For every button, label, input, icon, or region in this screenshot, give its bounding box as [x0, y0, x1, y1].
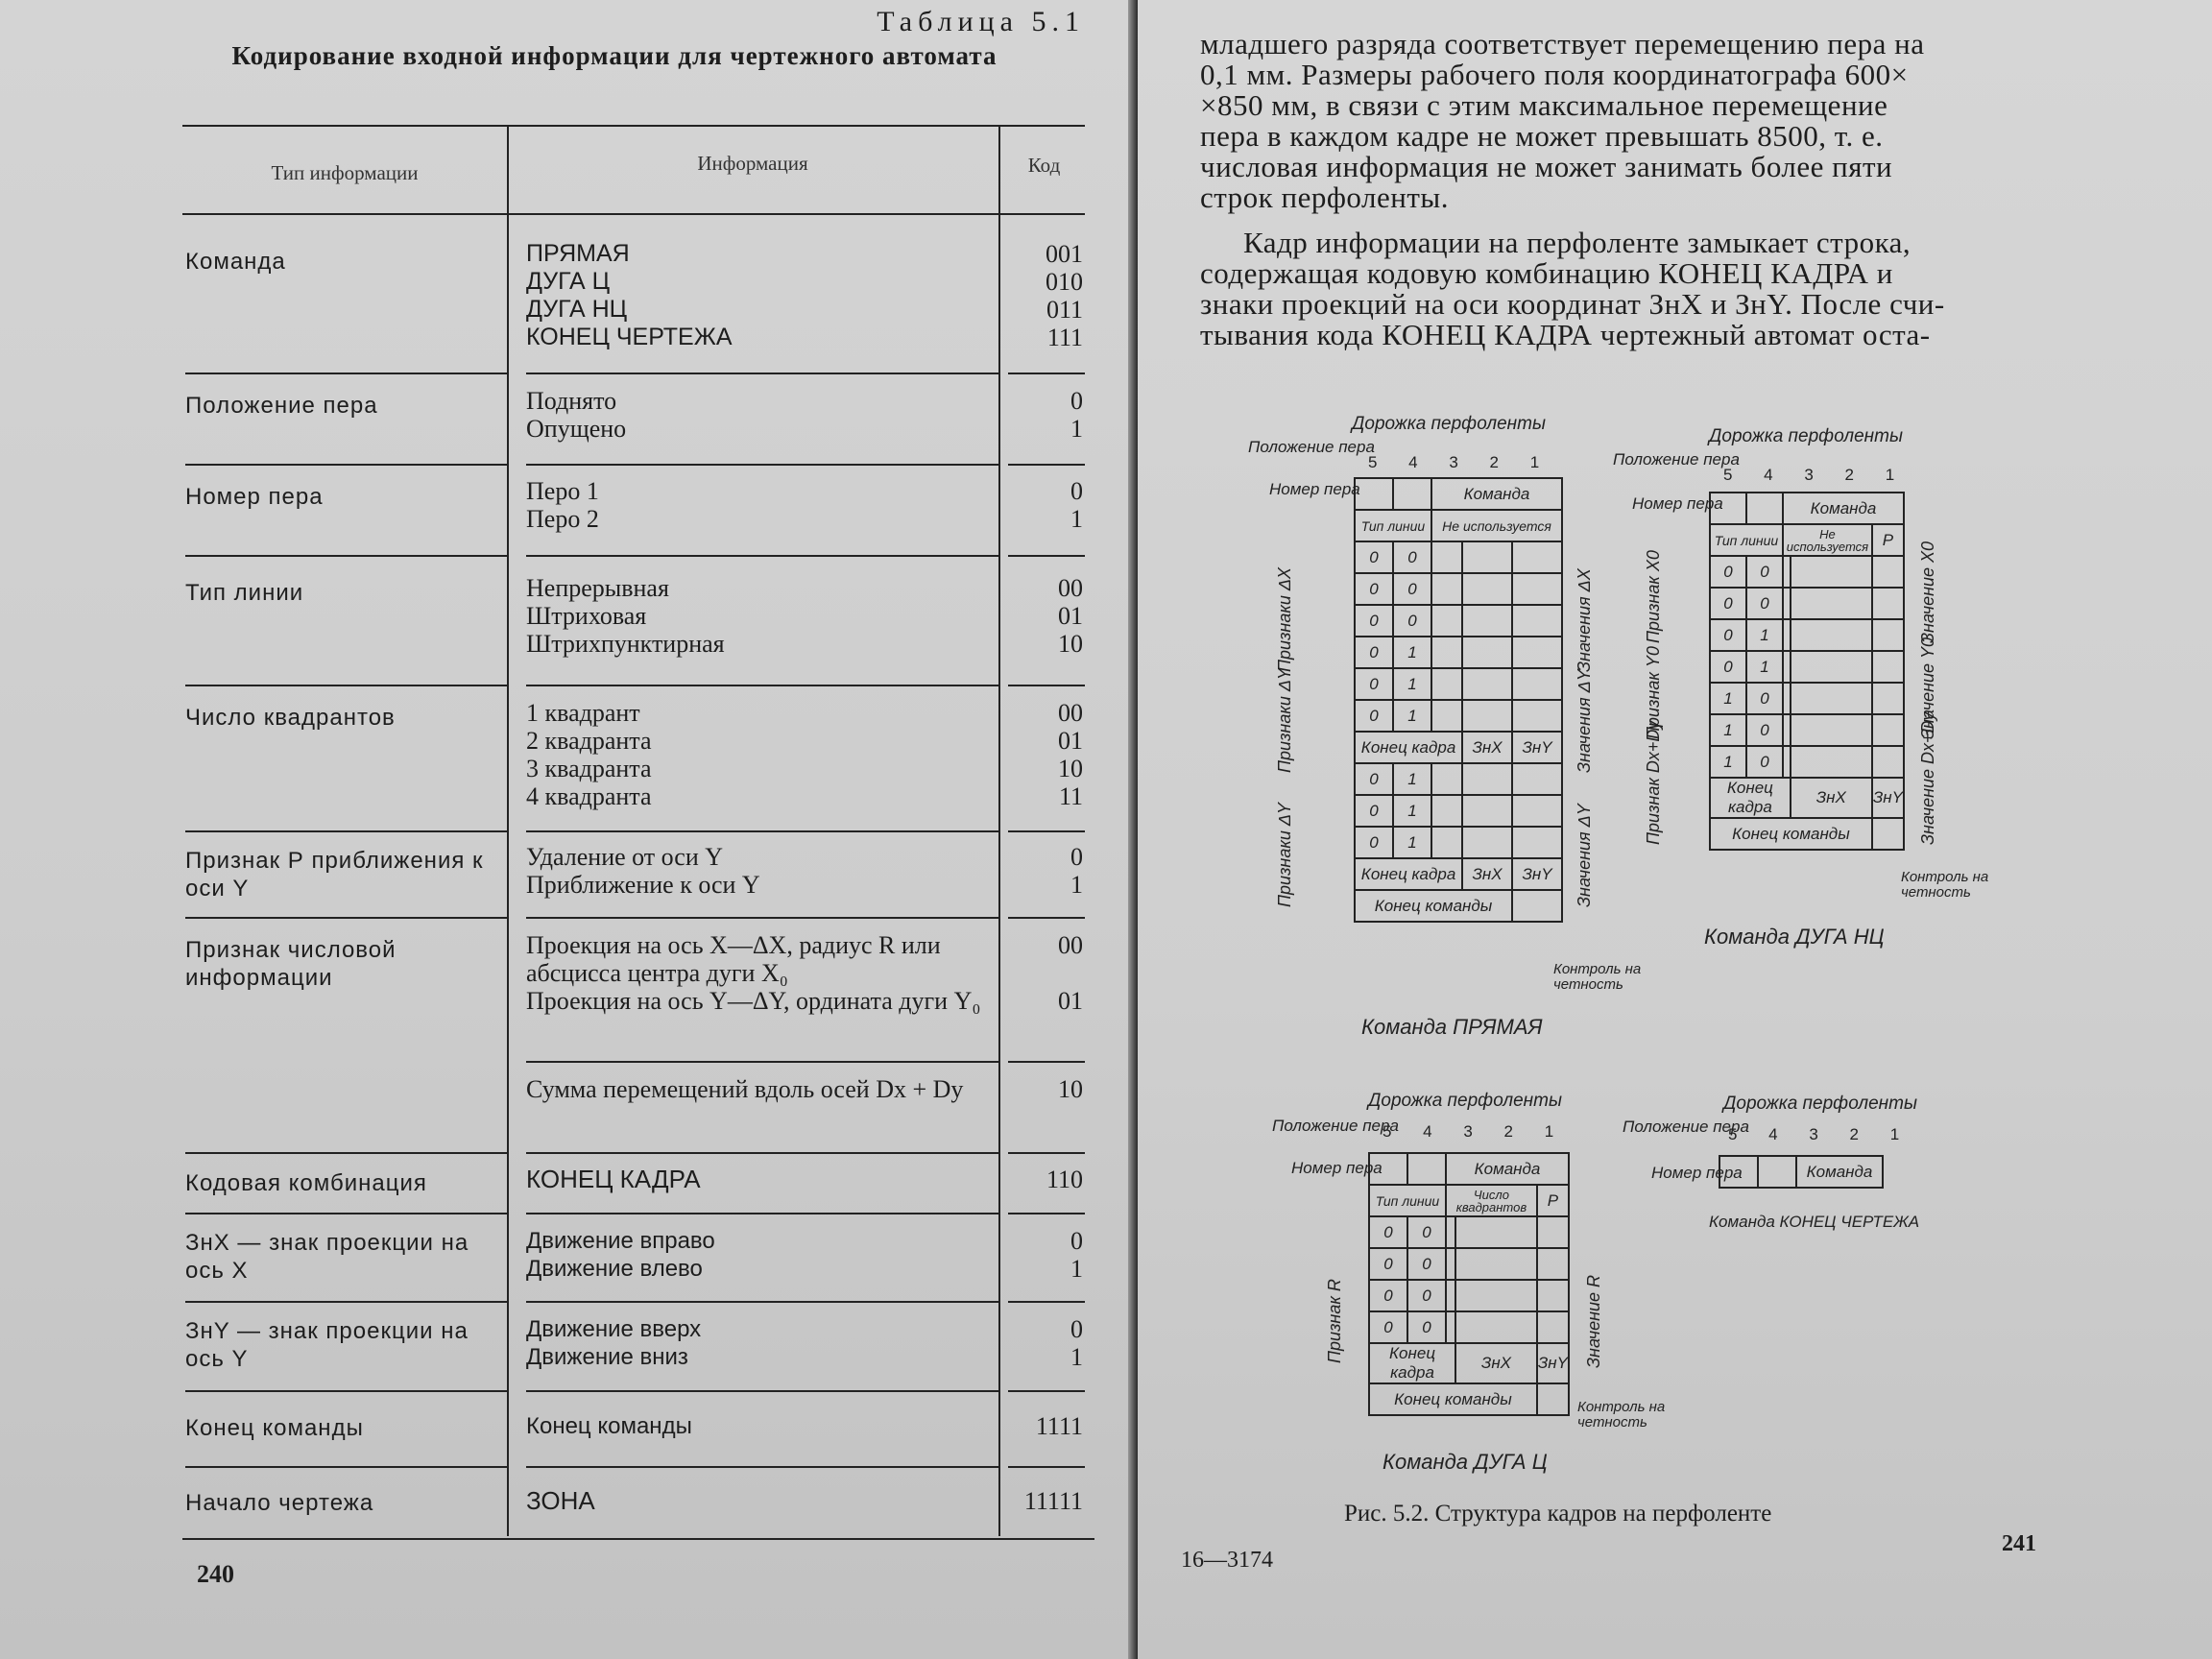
row-command-code: 001 010 011 111	[1046, 240, 1083, 351]
row-p-sign-type: Признак Р приближения к оси Y	[185, 848, 484, 902]
row-quadrants-code: 00 01 10 11	[1058, 699, 1083, 810]
row-cmd-end-info: Конец команды	[526, 1413, 692, 1439]
row-cmd-end-type: Конец команды	[185, 1415, 364, 1441]
row-pen-position-type: Положение пера	[185, 393, 378, 419]
table-header-rule	[182, 213, 1085, 215]
page-number-left: 240	[197, 1560, 234, 1588]
row-quadrants-info: 1 квадрант 2 квадранта 3 квадранта 4 квадранта	[526, 699, 652, 810]
row-sum-code: 10	[1058, 1075, 1083, 1103]
header-info: Информация	[697, 152, 808, 175]
row-zny-info: Движение вверх Движение вниз	[526, 1316, 702, 1370]
row-pen-position-info: Поднято Опущено	[526, 387, 627, 443]
figure-caption: Рис. 5.2. Структура кадров на перфоленте	[1344, 1501, 1772, 1527]
row-command-info: ПРЯМАЯ ДУГА Ц ДУГА НЦ КОНЕЦ ЧЕРТЕЖА	[526, 240, 733, 350]
grid-arc-nc: Команда Тип линии Не используется P 0 0 0 0 0 1 0 1 1 0 1 0 1 0 Конец кадра ЗнX ЗнY Конец команды	[1709, 492, 1905, 851]
grid-straight: Команда Тип линии Не используется 0 0 0 0 0 0 0 1 0 1 0 1 Конец кадра ЗнX ЗнY 0 1 0 1 0 1 Конец кадра ЗнX ЗнY Конец команды	[1354, 477, 1563, 923]
caption-arc-c: Команда ДУГА Ц	[1382, 1450, 1548, 1474]
paragraph-1: младшего разряда соответствует перемещению пера на 0,1 мм. Размеры рабочего поля координатографа 600× ×850 мм, в связи с этим максимальное перемещение пера в каждом кадре не может превышать 8500, т. е. числовая информация не может занимать более пяти строк перфоленты.	[1200, 27, 1925, 214]
header-type: Тип информации	[271, 161, 419, 184]
grid-drawing-end: Команда	[1719, 1155, 1884, 1189]
row-znx-info: Движение вправо Движение влево	[526, 1228, 715, 1282]
diagram-straight: Дорожка перфоленты Положение пера 5 4 3 2 1 Номер пера Команда Тип линии Не используется 0 0 0 0 0 0 0 1 0 1 0 1 Конец кадра ЗнX ЗнY 0 1 0 1 0 1 Конец кадра ЗнX ЗнY Конец команды Признаки ΔX Признаки ΔY Признаки ΔY Значения ΔX Значения ΔY Значения ΔY Контроль на четность Команда ПРЯМАЯ	[1248, 414, 1642, 1039]
row-p-sign-info: Удаление от оси Y Приближение к оси Y	[526, 843, 760, 899]
table-bottom-rule	[182, 1538, 1094, 1540]
row-pen-number-info: Перо 1 Перо 2	[526, 477, 599, 533]
row-pen-number-type: Номер пера	[185, 484, 324, 510]
table-col-divider-1	[507, 125, 509, 1536]
row-zny-type: ЗнY — знак проекции на ось Y	[185, 1318, 469, 1372]
row-drawing-start-type: Начало чертежа	[185, 1490, 374, 1516]
diagram-arc-nc: Дорожка перфоленты Положение пера 5 4 3 2 1 Номер пера Команда Тип линии Не используется P 0 0 0 0 0 1 0 1 1 0 1 0 1 0 Конец кадра ЗнX ЗнY Конец команды Признак X0 Признак Y0 Признак Dx+Dy Значение X0 Значение Y0 Значение Dx+Dy Контроль на четность Команда ДУГА НЦ	[1613, 426, 1989, 949]
row-frame-end-code: 110	[1046, 1166, 1083, 1193]
table-top-rule	[182, 125, 1085, 127]
caption-drawing-end: Команда КОНЕЦ ЧЕРТЕЖА	[1709, 1213, 1920, 1231]
row-p-sign-code: 0 1	[1070, 843, 1083, 899]
row-znx-code: 0 1	[1070, 1227, 1083, 1283]
row-sum-info: Сумма перемещений вдоль осей Dx + Dy	[526, 1075, 964, 1103]
row-numeric-type: Признак числовой информации	[185, 937, 397, 991]
page-number-right: 241	[2002, 1531, 2036, 1556]
row-numeric-code: 00 01	[1058, 931, 1083, 1015]
caption-arc-nc: Команда ДУГА НЦ	[1704, 925, 1885, 949]
row-pen-number-code: 0 1	[1070, 477, 1083, 533]
row-command-type: Команда	[185, 249, 286, 275]
row-pen-position-code: 0 1	[1070, 387, 1083, 443]
caption-straight: Команда ПРЯМАЯ	[1361, 1015, 1543, 1039]
row-drawing-start-code: 11111	[1023, 1487, 1083, 1515]
header-code: Код	[1027, 154, 1061, 177]
signature-mark: 16—3174	[1181, 1548, 1273, 1573]
row-frame-end-type: Кодовая комбинация	[185, 1170, 427, 1196]
row-drawing-start-info: ЗОНА	[526, 1486, 595, 1515]
row-numeric-info: Проекция на ось X—ΔX, радиус R или абсцисса центра дуги X₀ Проекция на ось Y—ΔY, ордината дуги Y₀	[526, 931, 981, 1015]
row-line-type-code: 00 01 10	[1058, 574, 1083, 658]
row-line-type-info: Непрерывная Штриховая Штрихпунктирная	[526, 574, 725, 658]
diagram-drawing-end: Дорожка перфоленты Положение пера 5 4 3 2 1 Номер пера Команда Команда КОНЕЦ ЧЕРТЕЖА	[1623, 1094, 1920, 1231]
diagram-arc-c: Дорожка перфоленты Положение пера 5 4 3 2 1 Номер пера Команда Тип линии Число квадрантов P 0 0 0 0 0 0 0 0 Конец кадра ЗнX ЗнY Конец команды Признак R Значение R Контроль на четность Команда ДУГА Ц	[1272, 1091, 1666, 1474]
table-number: Таблица 5.1	[877, 6, 1085, 37]
row-cmd-end-code: 1111	[1035, 1412, 1083, 1440]
row-zny-code: 0 1	[1070, 1315, 1083, 1371]
row-frame-end-info: КОНЕЦ КАДРА	[526, 1165, 701, 1193]
row-line-type-type: Тип линии	[185, 580, 304, 606]
row-quadrants-type: Число квадрантов	[185, 705, 396, 731]
grid-arc-c: Команда Тип линии Число квадрантов P 0 0 0 0 0 0 0 0 Конец кадра ЗнX ЗнY Конец команды	[1368, 1152, 1570, 1416]
row-znx-type: ЗнX — знак проекции на ось X	[185, 1230, 469, 1284]
table-title: Кодирование входной информации для чертежного автомата	[231, 41, 998, 70]
paragraph-2: Кадр информации на перфоленте замыкает строка, содержащая кодовую комбинацию КОНЕЦ КАДРА и знаки проекций на оси координат ЗнX и ЗнY. После счи- тывания кода КОНЕЦ КАДРА чертежный автомат оста-	[1200, 226, 1945, 351]
table-col-divider-2	[998, 125, 1000, 1536]
